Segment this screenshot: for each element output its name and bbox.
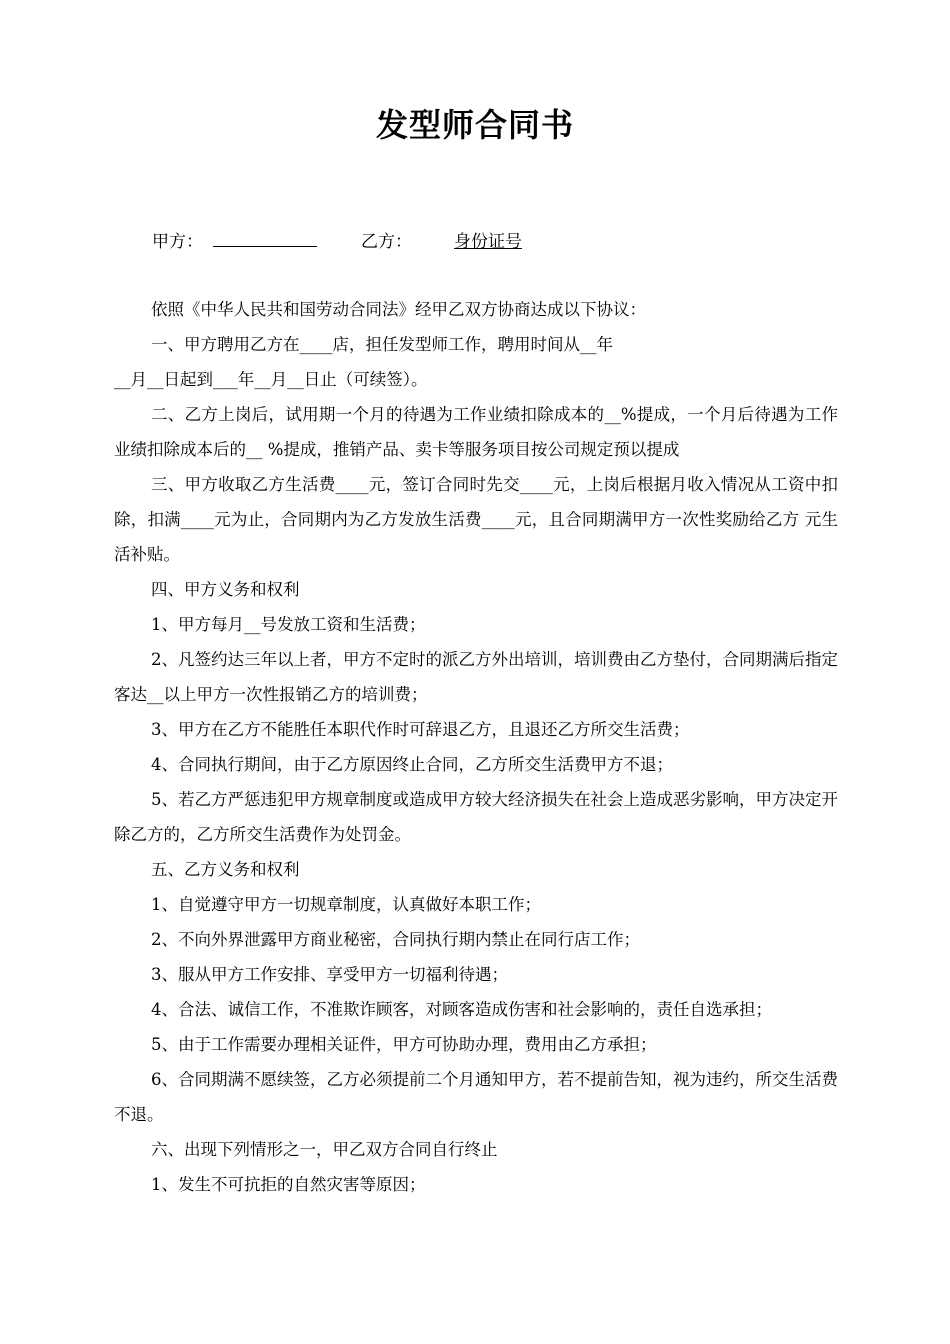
parties-line [152,227,522,252]
section-5-item-3: 3、服从甲方工作安排、享受甲方一切福利待遇； [151,965,508,984]
section-5-item-5: 5、由于工作需要办理相关证件，甲方可协助办理，费用由乙方承担； [151,1035,657,1054]
section-4-item-4: 4、合同执行期间，由于乙方原因终止合同，乙方所交生活费甲方不退； [151,755,673,774]
section-4-heading: 四、甲方义务和权利 [151,580,300,599]
clause-1-line-2: __月__日起到___年__月__日止（可续签）。 [114,370,428,389]
party-a-blank [213,230,317,247]
section-4-item-3: 3、甲方在乙方不能胜任本职代作时可辞退乙方，且退还乙方所交生活费； [151,720,690,739]
section-5-item-6: 6、合同期满不愿续签，乙方必须提前二个月通知甲方，若不提前告知，视为违约，所交生活费不退。 [114,1070,838,1124]
document-title: 发型师合同书 [375,106,574,144]
section-6-heading: 六、出现下列情形之一，甲乙双方合同自行终止 [151,1140,498,1159]
party-b-label: 乙方： [361,232,412,252]
clause-1-line-1: 一、甲方聘用乙方在____店，担任发型师工作，聘用时间从__年 [151,335,613,354]
section-4-item-2: 2、凡签约达三年以上者，甲方不定时的派乙方外出培训，培训费由乙方垫付，合同期满后指定客达__以上甲方一次性报销乙方的培训费； [114,650,838,704]
contract-body [114,292,838,1202]
section-5-heading: 五、乙方义务和权利 [151,860,300,879]
id-number-label: 身份证号 [454,232,522,252]
clause-3: 三、甲方收取乙方生活费____元，签订合同时先交____元，上岗后根据月收入情况从工资中扣除，扣满____元为止，合同期内为乙方发放生活费____元，且合同期满甲方一次性奖励给乙方 元生活补贴。 [114,475,838,564]
section-6-item-1: 1、发生不可抗拒的自然灾害等原因； [151,1175,426,1194]
section-5-item-4: 4、合法、诚信工作，不准欺诈顾客，对顾客造成伤害和社会影响的，责任自选承担； [151,1000,772,1019]
section-4-item-5: 5、若乙方严惩违犯甲方规章制度或造成甲方较大经济损失在社会上造成恶劣影响，甲方决定开除乙方的，乙方所交生活费作为处罚金。 [114,790,838,844]
section-5-item-2: 2、不向外界泄露甲方商业秘密，合同执行期内禁止在同行店工作； [151,930,640,949]
section-4-item-1: 1、甲方每月__号发放工资和生活费； [151,615,426,634]
clause-2: 二、乙方上岗后，试用期一个月的待遇为工作业绩扣除成本的__%提成，一个月后待遇为工作业绩扣除成本后的__ %提成，推销产品、卖卡等服务项目按公司规定预以提成 [114,405,838,459]
section-5-item-1: 1、自觉遵守甲方一切规章制度，认真做好本职工作； [151,895,541,914]
intro-paragraph: 依照《中华人民共和国劳动合同法》经甲乙双方协商达成以下协议： [151,300,646,319]
party-a-label: 甲方： [152,232,203,252]
